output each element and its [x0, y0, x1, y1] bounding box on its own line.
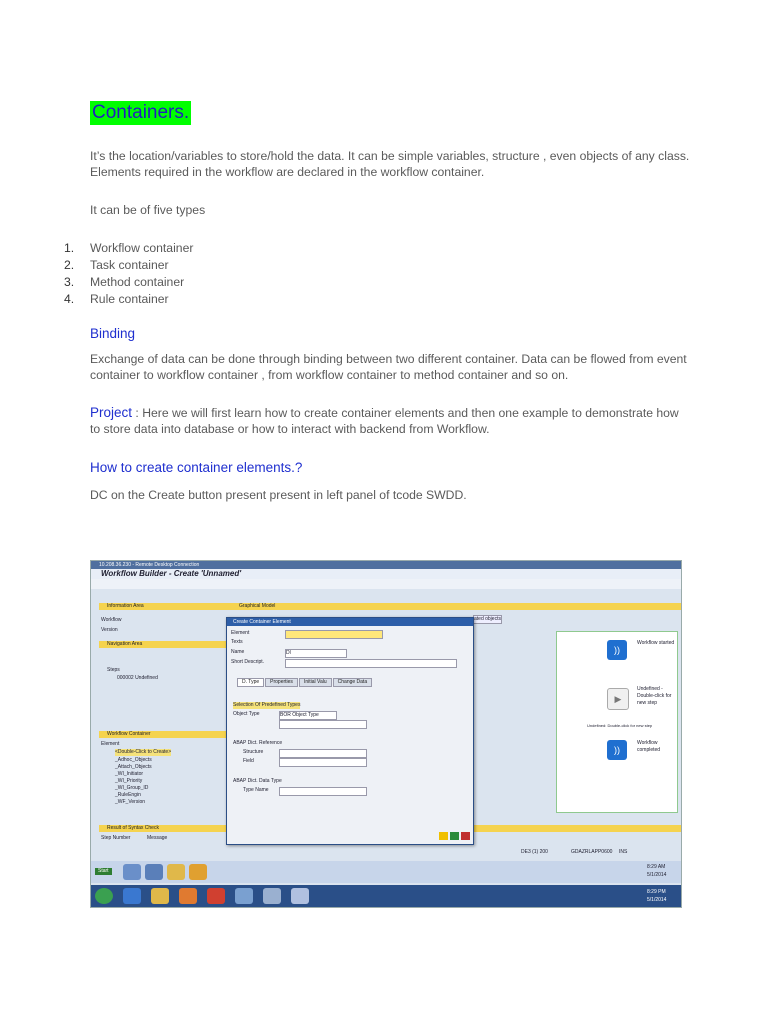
taskbar-icon[interactable]	[291, 888, 309, 904]
taskbar-icon[interactable]	[235, 888, 253, 904]
related-objects-tab[interactable]: ated objects	[474, 616, 501, 622]
list-item: 1. Workflow container	[64, 241, 194, 255]
name-label: Name	[231, 649, 245, 655]
explorer-icon[interactable]	[151, 888, 169, 904]
element-input[interactable]	[285, 630, 383, 639]
undefined-step-icon[interactable]: ▶	[607, 688, 629, 710]
clock-date-1: 5/1/2014	[647, 872, 667, 878]
ie-icon[interactable]	[123, 888, 141, 904]
type-name-input[interactable]	[279, 787, 367, 796]
dialog-title: Create Container Element	[227, 618, 473, 626]
object-type-input[interactable]	[279, 720, 367, 729]
sap-screenshot	[90, 560, 682, 908]
tab-data-type[interactable]: D. Type	[237, 678, 264, 687]
project-paragraph: Project : Here we will first learn how to create container elements and then one example to demonstrate how to store data into database or how to interact with backend from Workflow.	[90, 405, 679, 436]
structure-input[interactable]	[279, 749, 367, 758]
syntax-check-header: Result of Syntax Check	[99, 825, 682, 832]
inner-taskbar	[91, 861, 681, 883]
windows-start-icon[interactable]	[95, 888, 113, 904]
list-item: 2. Task container	[64, 258, 169, 272]
abap-ref-radio[interactable]: ABAP Dict. Reference	[233, 740, 283, 746]
workflow-end-icon: ))	[607, 740, 627, 760]
list-item: 4. Rule container	[64, 292, 169, 306]
types-list	[64, 240, 193, 308]
message-column: Message	[147, 835, 168, 841]
workflow-label: Workflow	[101, 617, 122, 623]
graphical-model-canvas	[556, 631, 678, 813]
container-item[interactable]: _RuleEngin	[115, 792, 141, 798]
status-system: DE3 (1) 200	[521, 849, 548, 855]
taskbar-icon[interactable]	[189, 864, 207, 880]
chrome-icon[interactable]	[207, 888, 225, 904]
taskbar-icon[interactable]	[145, 864, 163, 880]
toolbar	[91, 579, 681, 589]
version-label: Version	[101, 627, 118, 633]
container-item[interactable]: _WF_Version	[115, 799, 146, 805]
steps-node[interactable]: Steps	[107, 667, 120, 673]
object-type-select[interactable]: BOR Object Type	[279, 711, 337, 720]
types-intro: It can be of five types	[90, 203, 206, 217]
info-area-header: Information Area	[99, 603, 237, 610]
element-label: Element	[231, 630, 250, 636]
howto-heading: How to create container elements.?	[90, 460, 303, 475]
step-number-column: Step Number	[101, 835, 131, 841]
clock-time-1: 8:29 AM	[647, 864, 666, 870]
workflow-started-label: Workflow started	[637, 640, 675, 646]
undefined-task-label: Undefined: Double-click for new step	[587, 723, 653, 728]
object-type-radio[interactable]: Object Type	[233, 711, 260, 717]
workflow-container-header: Workflow Container	[99, 731, 237, 738]
tab-initial-value[interactable]: Initial Valu	[299, 678, 332, 687]
name-input[interactable]: Dl	[285, 649, 347, 658]
type-name-label: Type Name	[243, 787, 269, 793]
list-item: 3. Method container	[64, 275, 185, 289]
field-input[interactable]	[279, 758, 367, 767]
taskbar-icon[interactable]	[123, 864, 141, 880]
selection-label: Selection Of Predefined Types	[233, 702, 301, 708]
step-item[interactable]: 000002 Undefined	[117, 675, 158, 681]
rdp-titlebar: 10.208.36.230 - Remote Desktop Connection	[91, 561, 681, 569]
undefined-step-label: Undefined - Double-click for new step	[637, 686, 672, 706]
short-desc-label: Short Descript.	[231, 659, 265, 665]
double-click-create[interactable]: <Double-Click to Create>	[115, 749, 172, 755]
project-label: Project	[90, 405, 133, 420]
tab-change-data[interactable]: Change Data	[333, 678, 372, 687]
media-icon[interactable]	[179, 888, 197, 904]
container-item[interactable]: _WI_Initiator	[115, 771, 144, 777]
page-heading: Containers.	[92, 102, 190, 123]
taskbar-icon[interactable]	[263, 888, 281, 904]
texts-label: Texts	[231, 639, 243, 645]
workflow-completed-label: Workflow completed	[637, 740, 661, 753]
start-button[interactable]: Start	[95, 868, 112, 875]
structure-label: Structure	[243, 749, 264, 755]
tab-properties[interactable]: Properties	[265, 678, 298, 687]
folder-icon[interactable]	[167, 864, 185, 880]
clock-time-2: 8:29 PM	[647, 889, 666, 895]
container-item[interactable]: _Adhoc_Objects	[115, 757, 152, 763]
abap-type-radio[interactable]: ABAP Dict. Data Type	[233, 778, 282, 784]
outer-taskbar	[91, 885, 681, 907]
confirm-icon[interactable]	[439, 832, 448, 840]
field-label: Field	[243, 758, 254, 764]
clock-date-2: 5/1/2014	[647, 897, 667, 903]
workflow-start-icon: ))	[607, 640, 627, 660]
container-item[interactable]: _WI_Group_ID	[115, 785, 149, 791]
binding-paragraph: Exchange of data can be done through binding between two different container. Data can be flowed from event container to workflow container , from workflow container to method container and so on.	[90, 352, 687, 382]
element-column: Element	[101, 741, 120, 747]
workflow-builder-title: Workflow Builder - Create 'Unnamed'	[91, 569, 681, 579]
status-ins: INS	[619, 849, 628, 855]
dialog-tabs	[237, 678, 372, 687]
save-icon[interactable]	[450, 832, 459, 840]
container-item[interactable]: _Attach_Objects	[115, 764, 152, 770]
howto-paragraph: DC on the Create button present present in left panel of tcode SWDD.	[90, 488, 467, 502]
create-container-dialog	[226, 617, 474, 845]
short-desc-input[interactable]	[285, 659, 457, 668]
cancel-icon[interactable]	[461, 832, 470, 840]
graphical-model-header: Graphical Model	[231, 603, 682, 610]
binding-heading: Binding	[90, 326, 136, 341]
intro-paragraph: It’s the location/variables to store/hold the data. It can be simple variables, structure , even objects of any class. Elements required in the workflow are declared in the workflow container.	[90, 149, 690, 179]
navigation-area-header: Navigation Area	[99, 641, 237, 648]
status-host: GDAZRLAPP0600	[571, 849, 613, 855]
container-item[interactable]: _WI_Priority	[115, 778, 143, 784]
